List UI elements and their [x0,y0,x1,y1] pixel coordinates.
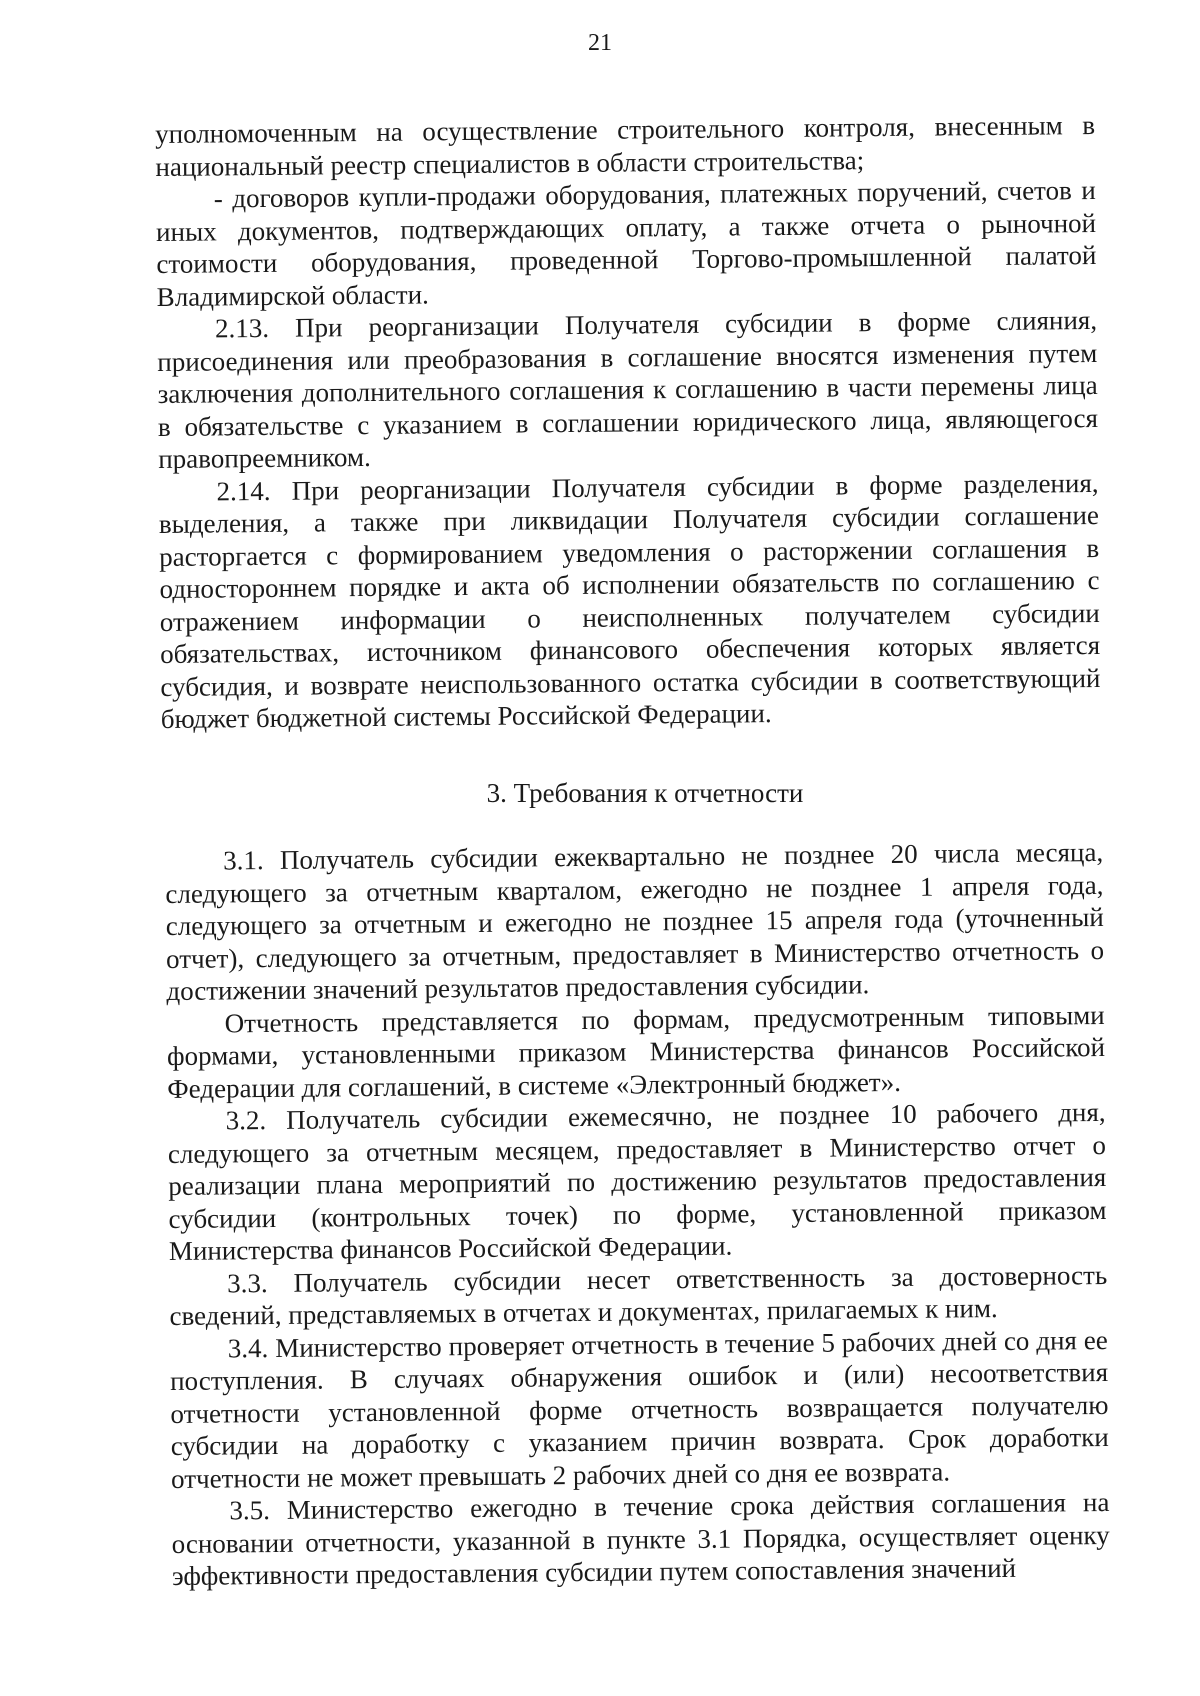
page-number: 21 [588,30,612,56]
text-block-reporting [165,836,1110,1592]
paragraph-2-13: 2.13. При реорганизации Получателя субсидии в форме слияния, присоединения или преобразования в соглашение вносятся изменения путем заключения дополнительного соглашения к соглашению в части перемены лица в обязательстве с указанием в соглашении юридического лица, являющегося правопреемником. [157,304,1099,474]
paragraph-3-3: 3.3. Получатель субсидии несет ответственность за достоверность сведений, представляемых в отчетах и документах, прилагаемых к ним. [169,1259,1108,1331]
paragraph-specialists-registry: уполномоченным на осуществление строительного контроля, внесенным в национальный реестр специалистов в области строительства; [155,109,1096,182]
text-block-upper [155,109,1101,735]
paragraph-report-forms: Отчетность представляется по формам, предусмотренным типовыми формами, установленными приказом Министерства финансов Российской Федерации для соглашений, в системе «Электронный бюджет». [166,999,1106,1104]
paragraph-3-1: 3.1. Получатель субсидии ежеквартально не позднее 20 числа месяца, следующего за отчетным кварталом, ежегодно не позднее 1 апреля года, следующего за отчетным и ежегодно не позднее 15 апреля года (уточненный отчет), следующего за отчетным, предоставляет в Министерство отчетность о достижении значений результатов предоставления субсидии. [165,836,1105,1006]
paragraph-2-14: 2.14. При реорганизации Получателя субсидии в форме разделения, выделения, а также при ликвидации Получателя субсидии соглашение расторгается с формированием уведомления о расторжении соглашения в одностороннем порядке и акта об исполнении обязательств по соглашению с отражением информации о неисполненных получателем субсидии обязательствах, источником финансового обеспечения которых является субсидия, и возврате неиспользованного остатка субсидии в соответствующий бюджет бюджетной системы Российской Федерации. [158,467,1101,734]
paragraph-equipment-contracts: - договоров купли-продажи оборудования, платежных поручений, счетов и иных документов, подтверждающих оплату, а также отчета о рыночной стоимости оборудования, проведенной Торгово-промышленной палатой Владимирской области. [155,174,1097,312]
section-heading: 3. Требования к отчетности [486,778,804,808]
paragraph-3-4: 3.4. Министерство проверяет отчетность в течение 5 рабочих дней со дня ее поступления. В случаях обнаружения ошибок и (или) несоответствия отчетности установленной форме отчетность возвращается получателю субсидии на доработку с указанием причин возврата. Срок доработки отчетности не может превышать 2 рабочих дней со дня ее возврата. [170,1324,1109,1494]
paragraph-3-5: 3.5. Министерство ежегодно в течение срока действия соглашения на основании отчетности, указанной в пункте 3.1 Порядка, осуществляет оценку эффективности предоставления субсидии путем сопоставления значений [171,1486,1110,1591]
paragraph-3-2: 3.2. Получатель субсидии ежемесячно, не позднее 10 рабочего дня, следующего за отчетным месяцем, предоставляет в Министерство отчет о реализации плана мероприятий по достижению результатов предоставления субсидии (контрольных точек) по форме, установленной приказом Министерства финансов Российской Федерации. [167,1096,1107,1266]
